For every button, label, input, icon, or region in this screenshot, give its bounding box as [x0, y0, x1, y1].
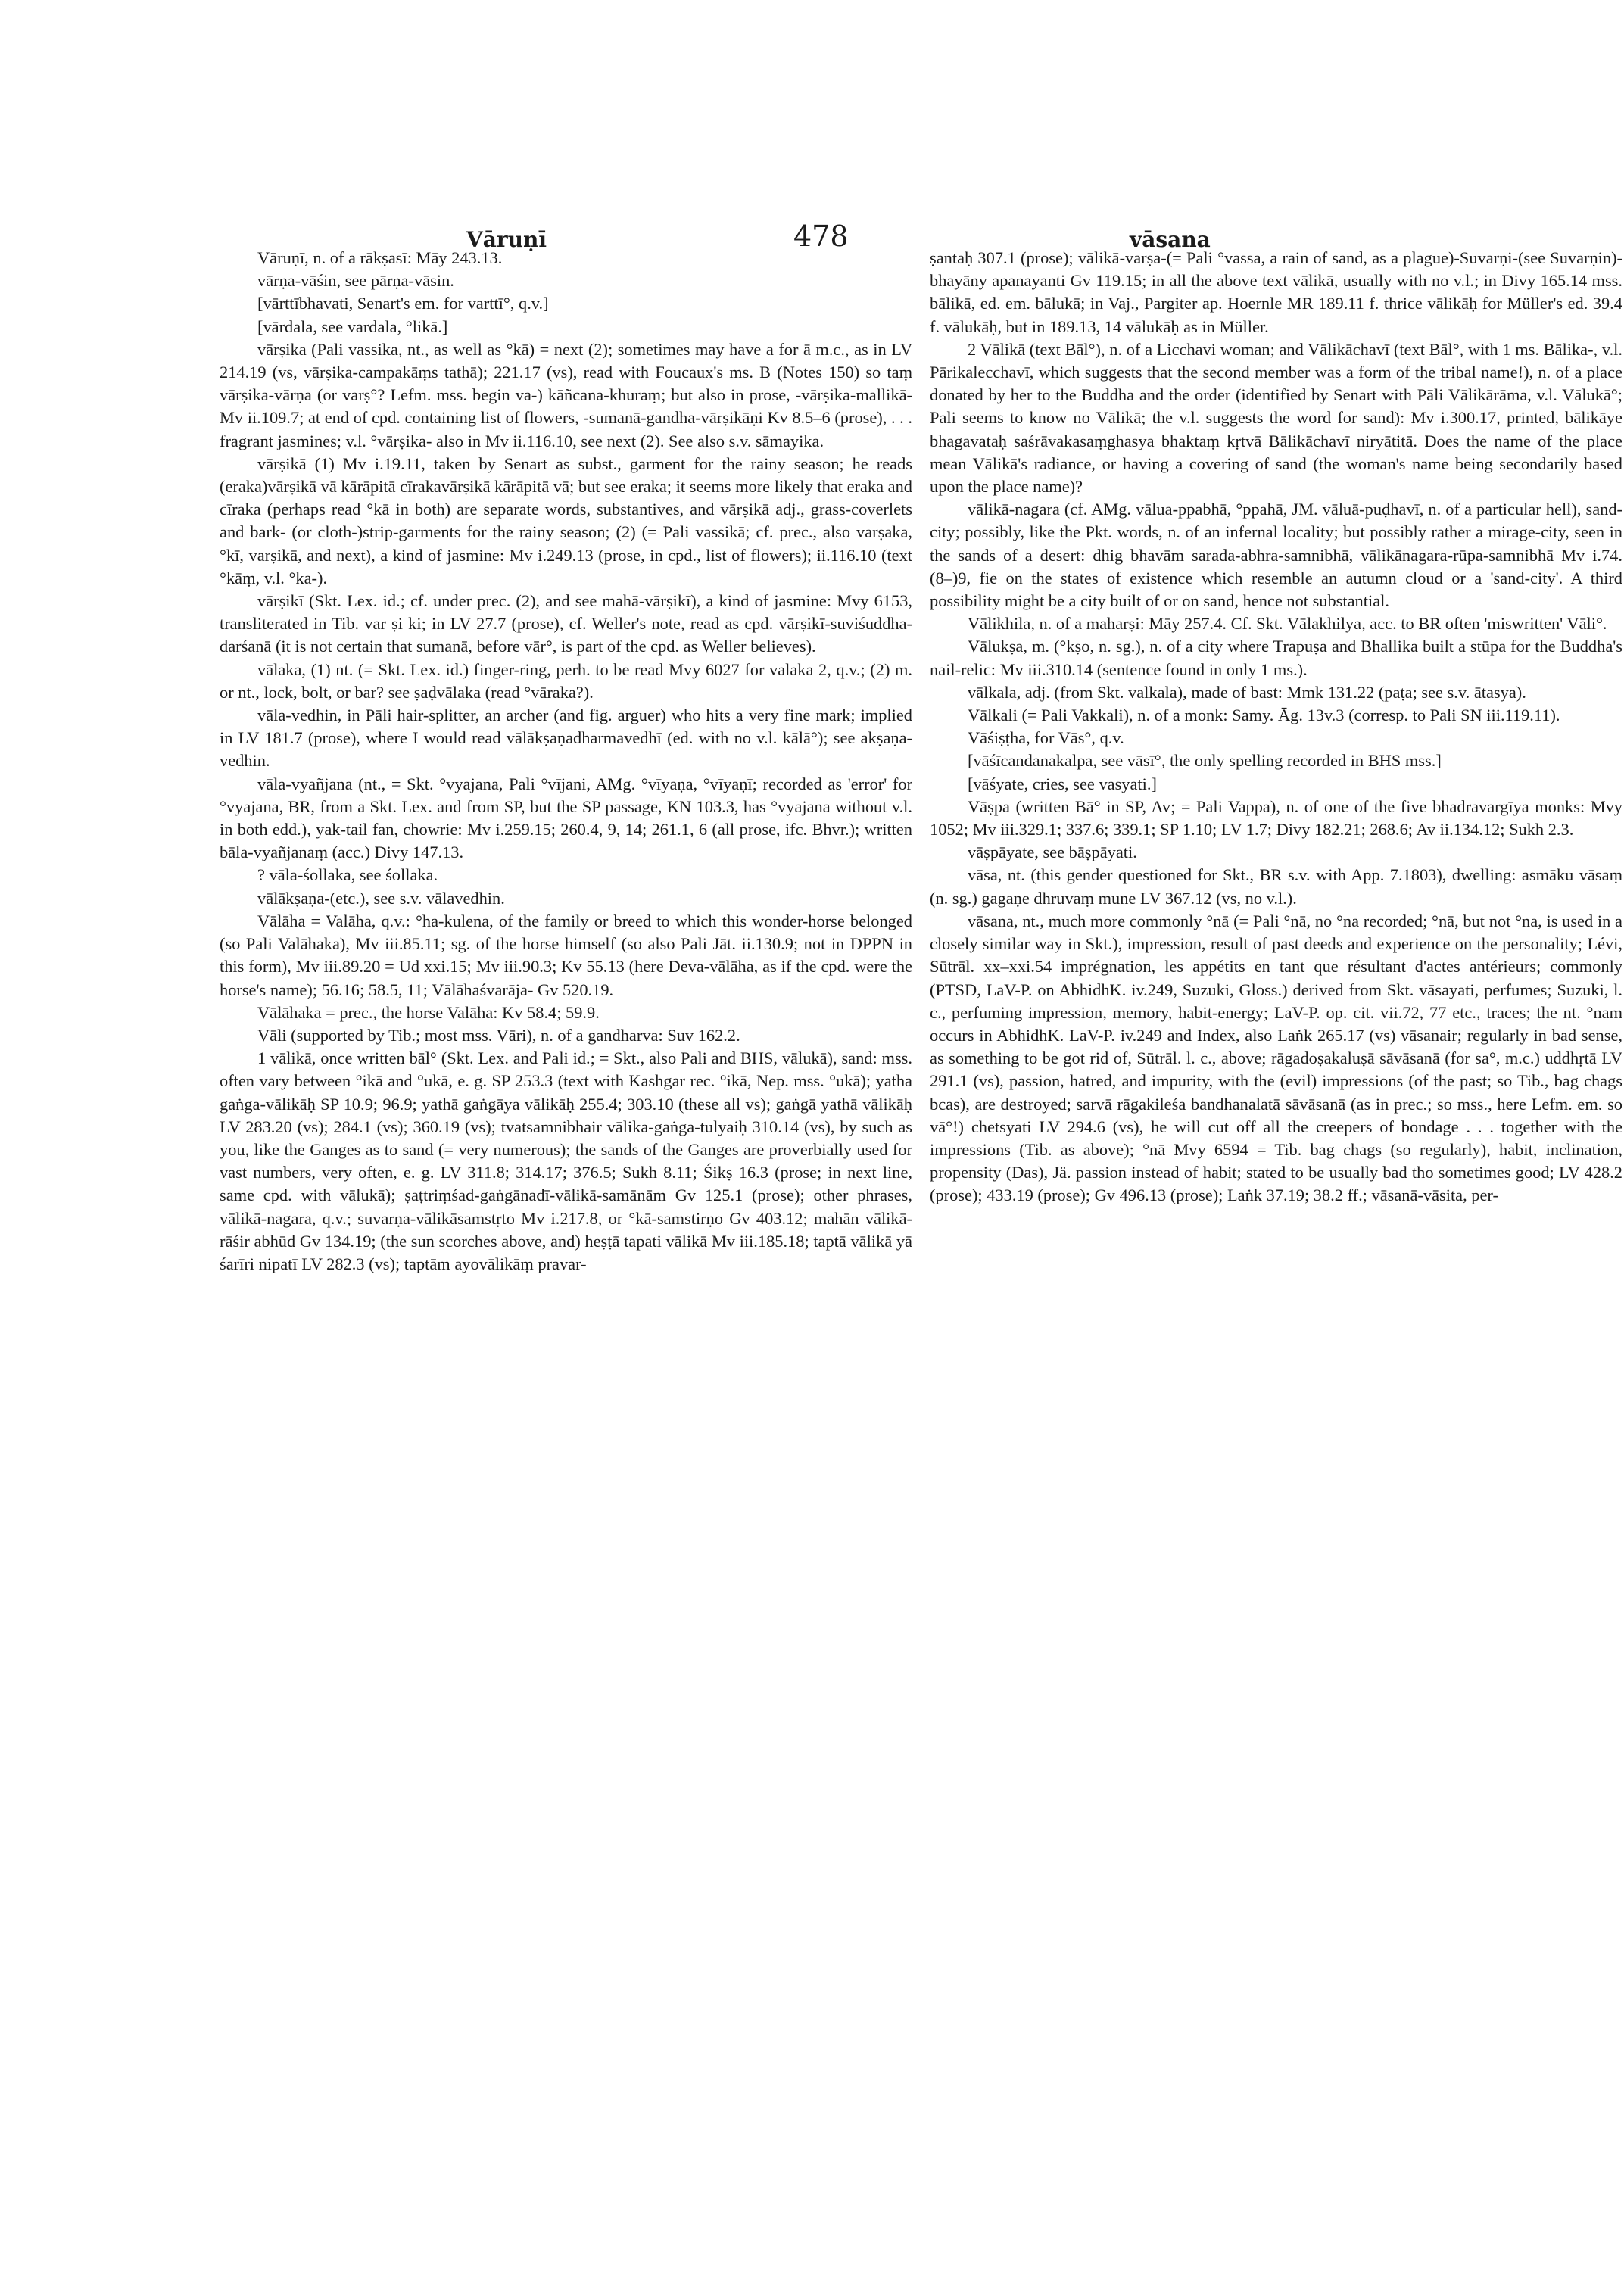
entry: vāsana, nt., much more commonly °nā (= Pali °nā, no °na recorded; °nā, but not °na, is used in a closely similar way in Skt.), impression, result of past deeds and experience on the personality; Lévi, Sūtrāl. xx–xxi.54 imprégnation, les appétits en tant que résultant d'actes antérieurs; commonly (PTSD, LaV-P. on AbhidhK. iv.249, Suzuki, Gloss.) derived from Skt. vāsayati, perfumes; Suzuki, l. c., perfuming impression, memory, habit-energy; LaV-P. op. cit. vii.72, 77 etc., traces; the nt. °nam occurs in AbhidhK. LaV-P. iv.249 and Index, also Laṅk 265.17 (vs) vāsanair; regularly in bad sense, as something to be got rid of, Sūtrāl. l. c., above; rāgadoṣakaluṣā sāvāsanā (for sa°, m.c.) uddhṛtā LV 291.1 (vs), passion, hatred, and impurity, with the (evil) impressions (of the past; so Tib., bag chags bcas), are destroyed; sarvā rāgakileśa bandhanalatā sāvāsanā (as in prec.; so mss., here Lefm. em. so vā°!) chetsyati LV 294.6 (vs), he will cut off all the creepers of bondage . . . together with the impressions (Tib. as above); °nā Mvy 6594 = Tib. bag chags (so regularly), habit, inclination, propensity (Das), Jä. passion instead of habit; stated to be usually bad tho sometimes good; LV 428.2 (prose); 433.19 (prose); Gv 496.13 (prose); Laṅk 37.19; 38.2 ff.; vāsanā-vāsita, per-	[930, 911, 1622, 1205]
entry: vāla-vedhin, in Pāli hair-splitter, an archer (and fig. arguer) who hits a very fine mark; implied in LV 181.7 (prose), where I would read vālākṣaṇadharmavedhī (ed. with no v.l. kālā°); see akṣaṇa-vedhin.	[220, 706, 912, 771]
left-column	[220, 247, 912, 2293]
entry: vāsa, nt. (this gender questioned for Skt., BR s.v. with App. 7.1803), dwelling: asmāku vāsaṃ (n. sg.) gagaṇe dhruvaṃ mune LV 367.12 (vs, no v.l.).	[930, 865, 1622, 908]
entry: Vālkali (= Pali Vakkali), n. of a monk: Samy. Āg. 13v.3 (corresp. to Pali SN iii.119.11).	[968, 706, 1560, 725]
entry: ? vāla-śollaka, see śollaka.	[257, 865, 438, 885]
page-number: 478	[793, 220, 849, 253]
entry: vālākṣaṇa-(etc.), see s.v. vālavedhin.	[257, 888, 505, 908]
entry: Vālāhaka = prec., the horse Valāha: Kv 58.4; 59.9.	[257, 1002, 600, 1022]
entry: [vāśyate, cries, see vasyati.]	[968, 774, 1157, 793]
entry: vālikā-nagara (cf. AMg. vālua-ppabhā, °ppahā, JM. vāluā-puḍhavī, n. of a particular hell), sand-city; possibly, like the Pkt. words, n. of an infernal locality; but possibly rather a mirage-city, seen in the sands of a desert: dhig bhavām sarada-abhra-samnibhā, vālikānagara-rūpa-samnibhā Mv i.74.(8–)9, fie on the states of existence which resemble an autumn cloud or a 'sand-city'. A third possibility might be a city built of or on sand, hence not substantial.	[930, 500, 1622, 611]
entry: 1 vālikā, once written bāl° (Skt. Lex. and Pali id.; = Skt., also Pali and BHS, vālukā), sand: mss. often vary between °ikā and °ukā, e. g. SP 253.3 (text with Kashgar rec. °ikā, Nep. mss. °ukā); yatha gaṅga-vālikāḥ SP 10.9; 96.9; yathā gaṅgāya vālikāḥ 255.4; 303.10 (these all vs); gaṅgā yathā vālikāḥ LV 283.20 (vs); 284.1 (vs); 360.19 (vs); tvatsamnibhair vālika-gaṅga-tulyaiḥ 310.14 (vs), by such as you, like the Ganges as to sand (= very numerous); the sands of the Ganges are proverbially used for vast numbers, very often, e. g. LV 311.8; 314.17; 376.5; Sukh 8.11; Śikṣ 16.3 (prose; in next line, same cpd. with vālukā); ṣaṭtriṃśad-gaṅgānadī-vālikā-samānām Gv 125.1 (prose); other phrases, vālikā-nagara, q.v.; suvarṇa-vālikāsamstṛto Mv i.217.8, or °kā-samstirṇo Gv 403.12; mahān vālikā-rāśir abhūd Gv 134.19; (the sun scorches above, and) heṣṭā tapati vālikā Mv iii.185.18; taptā vālikā yā śarīri nipatī LV 282.3 (vs); taptām ayovālikāṃ pravar-	[220, 1048, 912, 1273]
entry: vālaka, (1) nt. (= Skt. Lex. id.) finger-ring, perh. to be read Mvy 6027 for valaka 2, q.v.; (2) m. or nt., lock, bolt, or bar? see ṣaḍvālaka (read °vāraka?).	[220, 659, 912, 702]
entry: 2 Vālikā (text Bāl°), n. of a Licchavi woman; and Vālikāchavī (text Bāl°, with 1 ms. Bālika-, v.l. Pārikalecchavī, which suggests that the second member was a form of the tribal name!), n. of a place donated by her to the Buddha and the order (identified by Senart with Pāli Vālikārāma, v.l. Vālukā°; Pali seems to know no Vālikā; the v.l. suggests the word for sand): Mv i.300.17, printed, bālikāye bhagavataḥ saśrāvakasaṃghasya bhaktaṃ kṛtvā Bālikāchavī niryātitā. Does the name of the place mean Vālikā's radiance, or having a covering of sand (the woman's name being secondarily based upon the place name)?	[930, 339, 1622, 497]
entry: Vālāha = Valāha, q.v.: °ha-kulena, of the family or breed to which this wonder-horse belonged (so Pali Valāhaka), Mv iii.85.11; sg. of the horse himself (so also Pali Jāt. ii.130.9; not in DPPN in this form), Mv iii.89.20 = Ud xxi.15; Mv iii.90.3; Kv 55.13 (here Deva-vālāha, as if the cpd. were the horse's name); 56.16; 58.5, 11; Vālāhaśvarāja- Gv 520.19.	[220, 911, 912, 999]
entry: Vāśiṣṭha, for Vās°, q.v.	[968, 728, 1124, 748]
entry: vāṣpāyate, see bāṣpāyati.	[968, 843, 1137, 862]
entry: vārṣikā (1) Mv i.19.11, taken by Senart as subst., garment for the rainy season; he reads (eraka)vārṣikā vā kārāpitā cīrakavārṣikā kārāpitā vā; but see eraka; it seems more likely that eraka and cīraka (perhaps read °kā in both) are separate words, substantives, and vārṣikā adj., grass-coverlets and bark- (or cloth-)strip-garments for the rainy season; (2) (= Pali vassikā; cf. prec., also varṣaka, °kī, varṣikā, and next), a kind of jasmine: Mv i.249.13 (prose, in cpd., list of flowers); ii.116.10 (text °kāṃ, v.l. °ka-).	[220, 453, 912, 587]
entry: Vālukṣa, m. (°kṣo, n. sg.), n. of a city where Trapuṣa and Bhallika built a stūpa for the Buddha's nail-relic: Mv iii.310.14 (sentence found in only 1 ms.).	[930, 637, 1622, 679]
entry: vārṣika (Pali vassika, nt., as well as °kā) = next (2); sometimes may have a for ā m.c., as in LV 214.19 (vs, vārṣika-campakāṃs tathā); 221.17 (vs), read with Foucaux's ms. B (Notes 150) so taṃ vārṣika-vārṇa (or varṣ°? Lefm. mss. begin va-) kāñcana-khuraṃ; but also in prose, -vārṣika-mallikā- Mv ii.109.7; at end of cpd. containing list of flowers, -sumanā-gandha-vārṣikāṇi Kv 8.5–6 (prose), . . . fragrant jasmines; v.l. °vārṣika- also in Mv ii.116.10, see next (2). See also s.v. sāmayika.	[220, 339, 912, 450]
entry: vārṇa-vāśin, see pārṇa-vāsin.	[257, 271, 454, 291]
entry: vālkala, adj. (from Skt. valkala), made of bast: Mmk 131.22 (paṭa; see s.v. ātasya).	[968, 682, 1526, 702]
entry: vāla-vyañjana (nt., = Skt. °vyajana, Pali °vījani, AMg. °vīyaṇa, °vīyaṇī; recorded as 'error' for °vyajana, BR, from a Skt. Lex. and from SP, but the SP passage, KN 103.3, has °vyajana without v.l. in both edd.), yak-tail fan, chowrie: Mv i.259.15; 260.4, 9, 14; 261.1, 6 (all prose, ifc. Bhvr.); written bāla-vyañjanaṃ (acc.) Divy 147.13.	[220, 774, 912, 862]
entry: Vāruṇī, n. of a rākṣasī: Māy 243.13.	[257, 248, 503, 267]
entry: [vāśīcandanakalpa, see vāsī°, the only spelling recorded in BHS mss.]	[968, 751, 1442, 771]
entry: [vārdala, see vardala, °likā.]	[257, 316, 448, 336]
entry: Vālikhila, n. of a maharṣi: Māy 257.4. Cf. Skt. Vālakhilya, acc. to BR often 'miswritten' Vāli°.	[968, 614, 1607, 634]
right-guide-word: vāsana	[1130, 227, 1211, 252]
entry: Vāṣpa (written Bā° in SP, Av; = Pali Vappa), n. of one of the five bhadravargīya monks: Mvy 1052; Mv iii.329.1; 337.6; 339.1; SP 1.10; LV 1.7; Divy 182.21; 268.6; Av ii.134.12; Sukh 2.3.	[930, 796, 1622, 840]
entry: vārṣikī (Skt. Lex. id.; cf. under prec. (2), and see mahā-vārṣikī), a kind of jasmine: Mvy 6153, transliterated in Tib. var ṣi ki; in LV 27.7 (prose), cf. Weller's note, read as cpd. vārṣikī-suviśuddha-darśanā (it is not certain that sumanā, before vār°, is part of the cpd. as Weller believes).	[220, 591, 912, 656]
right-column	[930, 247, 1622, 2293]
entry-continuation: ṣantaḥ 307.1 (prose); vālikā-varṣa-(= Pali °vassa, a rain of sand, as a plague)-Suvarṇi-(see Suvarṇin)-bhayāny apanayanti Gv 119.15; in all the above text vālikā, usually with no v.l.; in Divy 165.14 mss. bālikā, ed. em. bālukā; in Vaj., Pargiter ap. Hoernle MR 189.11 f. thrice vālikāḥ for Müller's ed. 39.4 f. vālukāḥ, but in 189.13, 14 vālukāḥ as in Müller.	[930, 248, 1622, 336]
entry: [vārttībhavati, Senart's em. for varttī°, q.v.]	[257, 294, 549, 313]
entry: Vāli (supported by Tib.; most mss. Vāri), n. of a gandharva: Suv 162.2.	[257, 1025, 740, 1045]
left-guide-word: Vāruṇī	[466, 227, 547, 252]
